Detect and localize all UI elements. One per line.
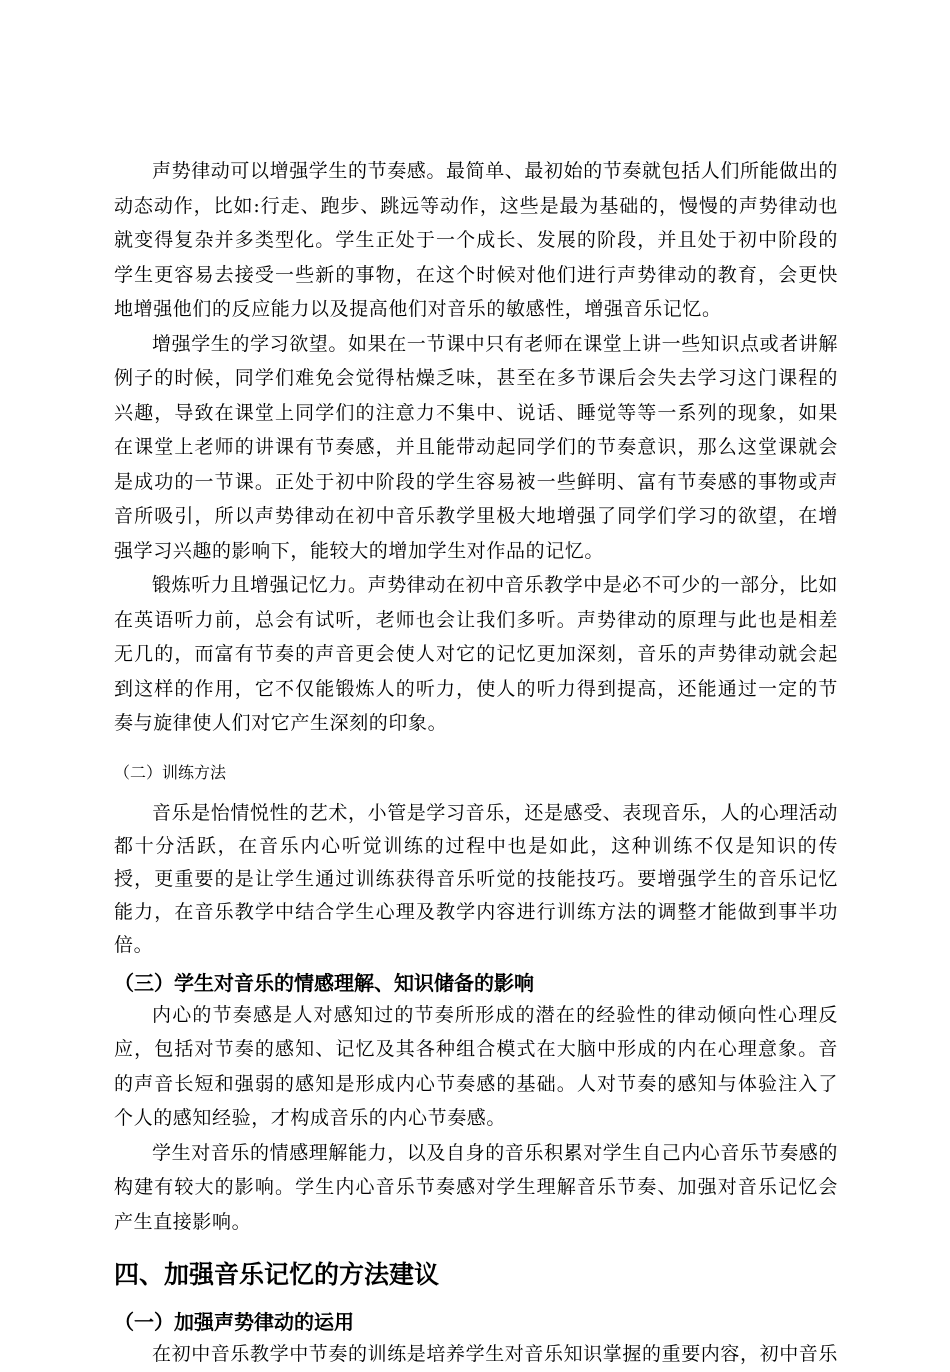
section-heading-emotional-understanding: （三）学生对音乐的情感理解、知识储备的影响 xyxy=(114,970,534,995)
body-paragraph-learning-desire: 增强学生的学习欲望。如果在一节课中只有老师在课堂上讲一些知识点或者讲解例子的时候，同学们难免会觉得枯燥乏味，甚至在多节课后会失去学习这门课程的兴趣，导致在课堂上同学们的注意力不集中、说话、睡觉等等一系列的现象，如果在课堂上老师的讲课有节奏感，并且能带动起同学们的节奏意识，那么这堂课就会是成功的一节课。正处于初中阶段的学生容易被一些鲜明、富有节奏感的事物或声音所吸引，所以声势律动在初中音乐教学里极大地增强了同学们学习的欲望，在增强学习兴趣的影响下，能较大的增加学生对作品的记忆。 xyxy=(114,332,839,562)
section-heading-training-method: （二）训练方法 xyxy=(114,762,227,782)
chapter-heading-suggestions: 四、加强音乐记忆的方法建议 xyxy=(114,1260,440,1289)
body-paragraph-listening: 锻炼听力且增强记忆力。声势律动在初中音乐教学中是必不可少的一部分，比如在英语听力前，总会有试听，老师也会让我们多听。声势律动的原理与此也是相差无几的，而富有节奏的声音更会使人对它的记忆更加深刻，音乐的声势律动就会起到这样的作用，它不仅能锻炼人的听力，使人的听力得到提高，还能通过一定的节奏与旋律使人们对它产生深刻的印象。 xyxy=(114,574,839,734)
section-heading-rhythm-application: （一）加强声势律动的运用 xyxy=(114,1310,354,1334)
body-paragraph-final: 在初中音乐教学中节奏的训练是培养学生对音乐知识掌握的重要内容，初中音乐 xyxy=(152,1343,839,1365)
body-paragraph-rhythm: 声势律动可以增强学生的节奏感。最简单、最初始的节奏就包括人们所能做出的动态动作，比如:行走、跑步、跳远等动作，这些是最为基础的，慢慢的声势律动也就变得复杂并多类型化。学生正处于一个成长、发展的阶段，并且处于初中阶段的学生更容易去接受一些新的事物，在这个时候对他们进行声势律动的教育，会更快地增强他们的反应能力以及提高他们对音乐的敏感性，增强音乐记忆。 xyxy=(114,160,839,320)
body-paragraph-training: 音乐是怡情悦性的艺术，小管是学习音乐，还是感受、表现音乐，人的心理活动都十分活跃，在音乐内心听觉训练的过程中也是如此，这种训练不仅是知识的传授，更重要的是让学生通过训练获得音乐听觉的技能技巧。要增强学生的音乐记忆能力，在音乐教学中结合学生心理及教学内容进行训练方法的调整才能做到事半功倍。 xyxy=(114,801,839,956)
body-paragraph-inner-rhythm: 内心的节奏感是人对感知过的节奏所形成的潜在的经验性的律动倾向性心理反应，包括对节奏的感知、记忆及其各种组合模式在大脑中形成的内在心理意象。音的声音长短和强弱的感知是形成内心节奏感的基础。人对节奏的感知与体验注入了个人的感知经验，才构成音乐的内心节奏感。 xyxy=(114,1003,838,1129)
body-paragraph-emotional-ability: 学生对音乐的情感理解能力，以及自身的音乐积累对学生自己内心音乐节奏感的构建有较大的影响。学生内心音乐节奏感对学生理解音乐节奏、加强对音乐记忆会产生直接影响。 xyxy=(114,1141,839,1233)
